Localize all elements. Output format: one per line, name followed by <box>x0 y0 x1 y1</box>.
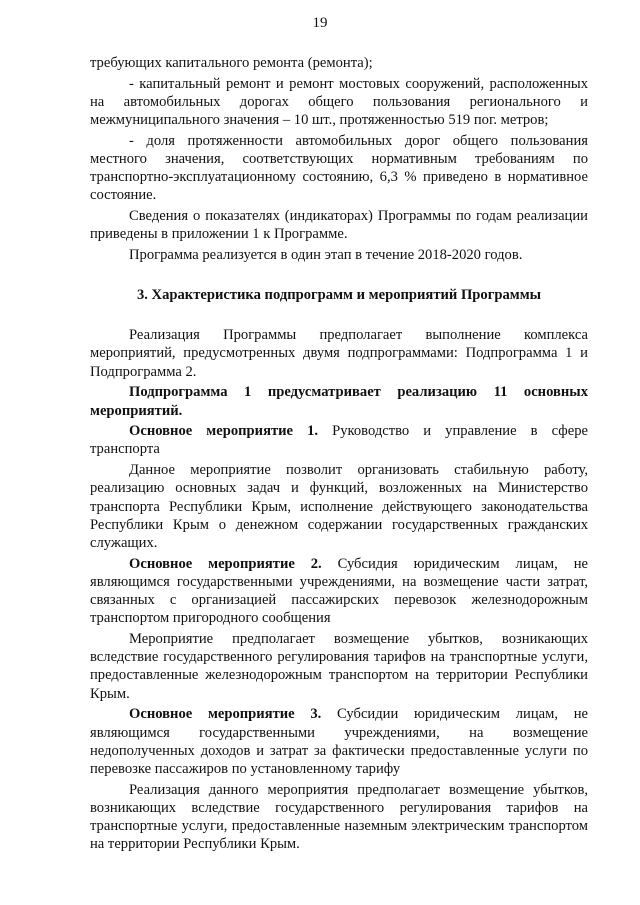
section-heading: 3. Характеристика подпрограмм и мероприятий Программы <box>136 287 542 304</box>
event-3-text: Субсидии юридическим лицам, не являющимся государственными учреждениями, на возмещение недополученных доходов и затрат за фактически предоставленные услуги по перевозке пассажиров по установленному тарифу <box>90 706 588 777</box>
paragraph-bridge-repair: - капитальный ремонт и ремонт мостовых сооружений, расположенных на автомобильных дорогах общего пользования регионального и межмуниципального значения – 10 шт., протяженностью 519 пог. метров; <box>90 75 588 129</box>
event-2-description: Мероприятие предполагает возмещение убытков, возникающих вследствие государственного регулирования тарифов на транспортные услуги, предоставленные железнодорожным транспортом на территории Республики Крым. <box>90 630 588 702</box>
paragraph-indicators-info: Сведения о показателях (индикаторах) Программы по годам реализации приведены в приложении 1 к Программе. <box>90 208 588 243</box>
subprogram-heading: Подпрограмма 1 предусматривает реализацию 11 основных мероприятий. <box>90 384 588 419</box>
paragraph-local-roads-share: - доля протяженности автомобильных дорог общего пользования местного значения, соответствующих нормативным требованиям по транспортно-эксплуатационному состоянию, 6,3 % приведено в нормативное состояние. <box>90 132 588 204</box>
event-1-text: Руководство и управление в сфере транспорта <box>90 423 588 458</box>
event-2-label: Основное мероприятие 2. <box>129 555 322 572</box>
event-2-title <box>90 555 588 628</box>
event-2-text: Субсидия юридическим лицам, не являющимся государственными учреждениями, на возмещение части затрат, связанных с организацией пассажирских перевозок железнодорожным транспортом пригородного сообщения <box>90 555 588 627</box>
paragraph-program-stage: Программа реализуется в один этап в течение 2018-2020 годов. <box>129 247 523 264</box>
event-1-label: Основное мероприятие 1. <box>129 423 319 440</box>
paragraph-capital-repair-tail: требующих капитального ремонта (ремонта); <box>90 55 373 71</box>
event-1-description: Данное мероприятие позволит организовать стабильную работу, реализацию основных задач и функций, возложенных на Министерство транспорта Республики Крым, исполнение действующего законодательства Республики Крым о денежном содержании государственных гражданских служащих. <box>90 462 588 551</box>
paragraph-intro: Реализация Программы предполагает выполнение комплекса мероприятий, предусмотренных двумя подпрограммами: Подпрограмма 1 и Подпрограмма 2. <box>90 327 588 380</box>
document-body <box>90 54 588 856</box>
event-3-label: Основное мероприятие 3. <box>129 706 322 723</box>
page-number: 19 <box>312 15 328 31</box>
event-3-title <box>90 705 588 778</box>
event-1-title <box>90 422 588 458</box>
event-3-description: Реализация данного мероприятия предполагает возмещение убытков, возникающих вследствие государственного регулирования тарифов на транспортные услуги, предоставленные наземным электрическим транспортом на территории Республики Крым. <box>90 781 588 853</box>
